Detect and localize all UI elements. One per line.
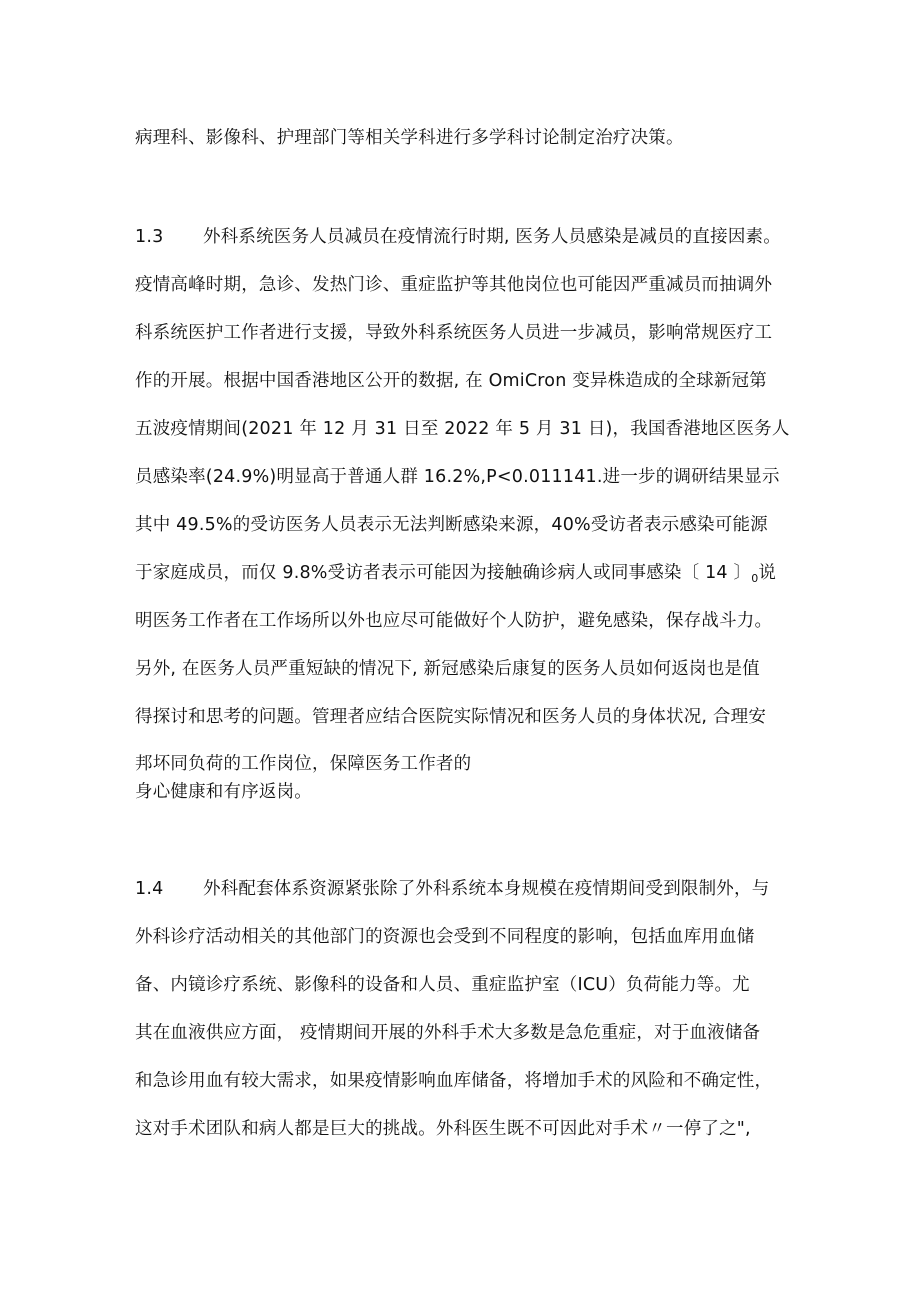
paragraph-line: 其中 49.5%的受访医务人员表示无法判断感染来源，40%受访者表示感染可能源 bbox=[135, 515, 768, 535]
intro-line: 病理科、影像科、护理部门等相关学科进行多学科讨论制定治疗决策。 bbox=[135, 128, 684, 148]
paragraph-line: 得探讨和思考的问题。管理者应结合医院实际情况和医务人员的身体状况, 合理安 bbox=[135, 707, 767, 727]
section-1-4-heading bbox=[135, 875, 769, 900]
paragraph-line: 外科诊疗活动相关的其他部门的资源也会受到不同程度的影响，包括血库用血储 bbox=[135, 927, 755, 947]
paragraph-line: 员感染率(24.9%)明显高于普通人群 16.2%,P<0.011141.进一步的调研结果显示 bbox=[135, 467, 780, 487]
paragraph-line: 科系统医护工作者进行支援，导致外科系统医务人员进一步减员，影响常规医疗工 bbox=[135, 323, 773, 343]
paragraph-line-with-citation bbox=[135, 559, 776, 585]
citation-text: 于家庭成员，而仅 9.8%受访者表示可能因为接触确诊病人或同事感染〔 14 〕 bbox=[135, 563, 752, 583]
paragraph-line: 五波疫情期间(2021 年 12 月 31 日至 2022 年 5 月 31 日)，我国香港地区医务人 bbox=[135, 419, 790, 439]
section-number: 1.3 bbox=[135, 227, 164, 247]
paragraph-line: 身心健康和有序返岗。 bbox=[135, 782, 312, 802]
section-number: 1.4 bbox=[135, 879, 164, 899]
paragraph-line: 明医务工作者在工作场所以外也应尽可能做好个人防护，避免感染，保存战斗力。 bbox=[135, 611, 773, 631]
paragraph-line: 这对手术团队和病人都是巨大的挑战。外科医生既不可因此对手术〃一停了之", bbox=[135, 1119, 751, 1139]
line-tail: 说 bbox=[758, 563, 777, 583]
paragraph-line: 邦坏同负荷的工作岗位，保障医务工作者的 bbox=[135, 754, 472, 774]
paragraph-line: 备、内镜诊疗系统、影像科的设备和人员、重症监护室（ICU）负荷能力等。尤 bbox=[135, 975, 750, 995]
paragraph-line: 另外, 在医务人员严重短缺的情况下, 新冠感染后康复的医务人员如何返岗也是值 bbox=[135, 659, 760, 679]
citation-subscript: 0 bbox=[751, 572, 759, 585]
section-1-3-heading bbox=[135, 223, 781, 248]
paragraph-line: 和急诊用血有较大需求，如果疫情影响血库储备，将增加手术的风险和不确定性， bbox=[135, 1071, 773, 1091]
section-first-line: 外科系统医务人员减员在疫情流行时期, 医务人员感染是减员的直接因素。 bbox=[203, 227, 781, 247]
paragraph-line: 作的开展。根据中国香港地区公开的数据, 在 OmiCron 变异株造成的全球新冠第 bbox=[135, 371, 767, 391]
section-first-line: 外科配套体系资源紧张除了外科系统本身规模在疫情期间受到限制外，与 bbox=[203, 879, 770, 899]
paragraph-line: 疫情高峰时期，急诊、发热门诊、重症监护等其他岗位也可能因严重减员而抽调外 bbox=[135, 275, 773, 295]
paragraph-line: 其在血液供应方面， 疫情期间开展的外科手术大多数是急危重症，对于血液储备 bbox=[135, 1023, 761, 1043]
